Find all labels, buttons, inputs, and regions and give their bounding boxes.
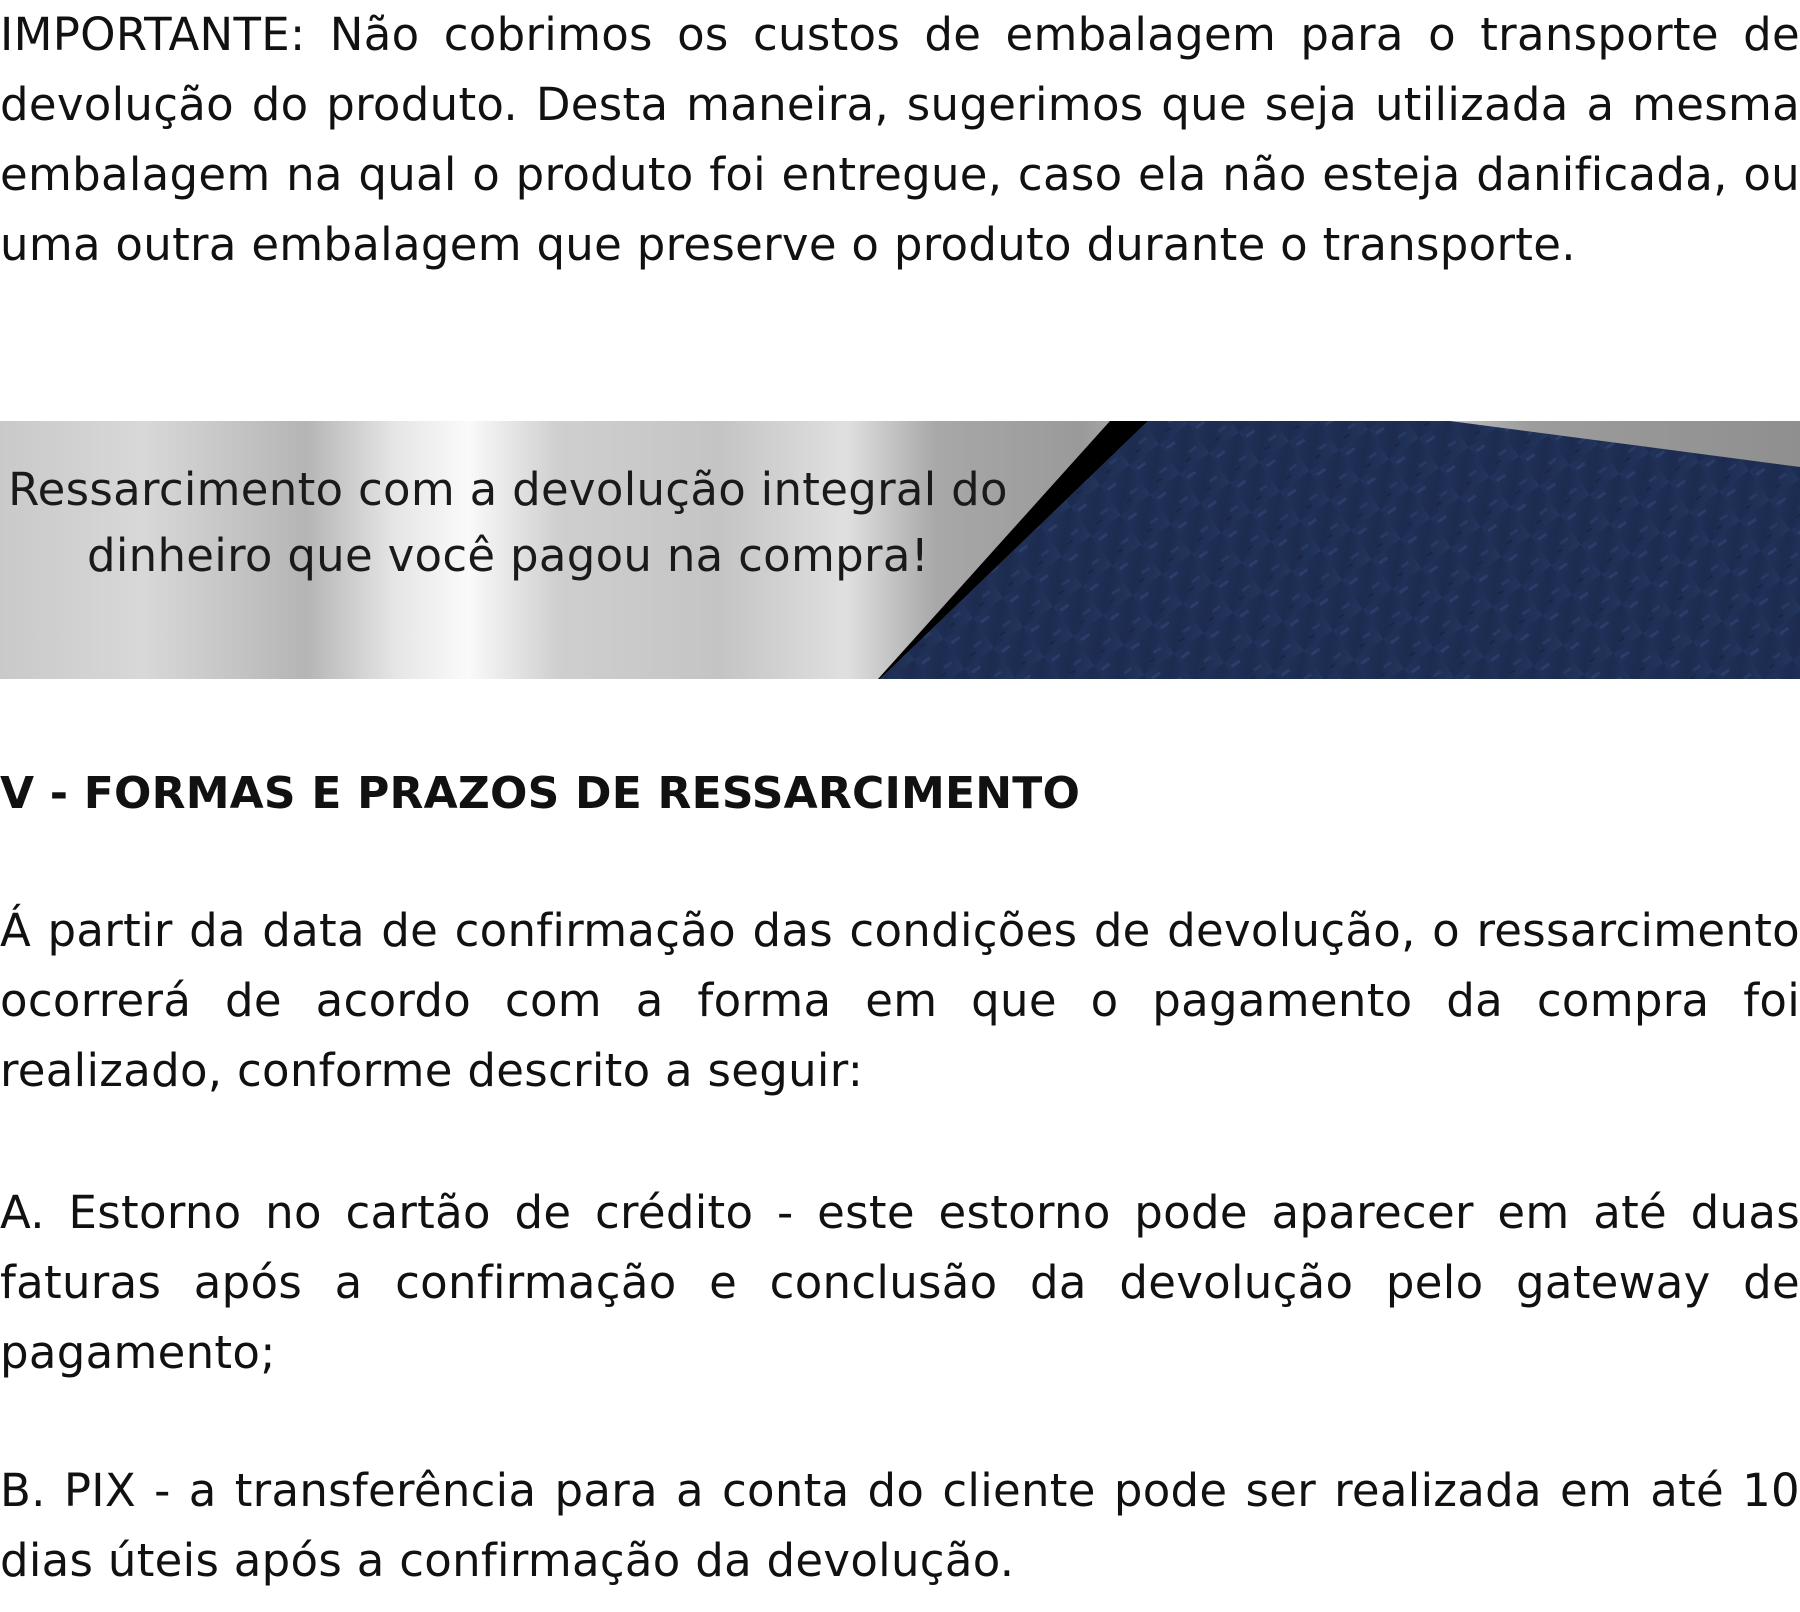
intro-paragraph: Á partir da data de confirmação das condições de devolução, o ressarcimento ocorrerá de acordo com a forma em que o pagamento da compra foi realizado, conforme descrito a seguir: [0,904,1800,1097]
list-item-credit-card: A. Estorno no cartão de crédito - este estorno pode aparecer em até duas faturas após a confirmação e conclusão da devolução pelo gateway de pagamento; [0,1186,1800,1379]
banner-text: Ressarcimento com a devolução integral do dinheiro que você pagou na compra! [8,463,1008,582]
section-heading: V - FORMAS E PRAZOS DE RESSARCIMENTO [0,768,1081,819]
important-paragraph: IMPORTANTE: Não cobrimos os custos de embalagem para o transporte de devolução do produto. Desta maneira, sugerimos que seja utilizada a mesma embalagem na qual o produto foi entregue, caso ela não esteja danificada, ou uma outra embalagem que preserve o produto durante o transporte. [0,8,1800,271]
list-item-pix: B. PIX - a transferência para a conta do cliente pode ser realizada em até 10 dias úteis após a confirmação da devolução. [0,1464,1800,1587]
refund-banner [0,421,1800,679]
